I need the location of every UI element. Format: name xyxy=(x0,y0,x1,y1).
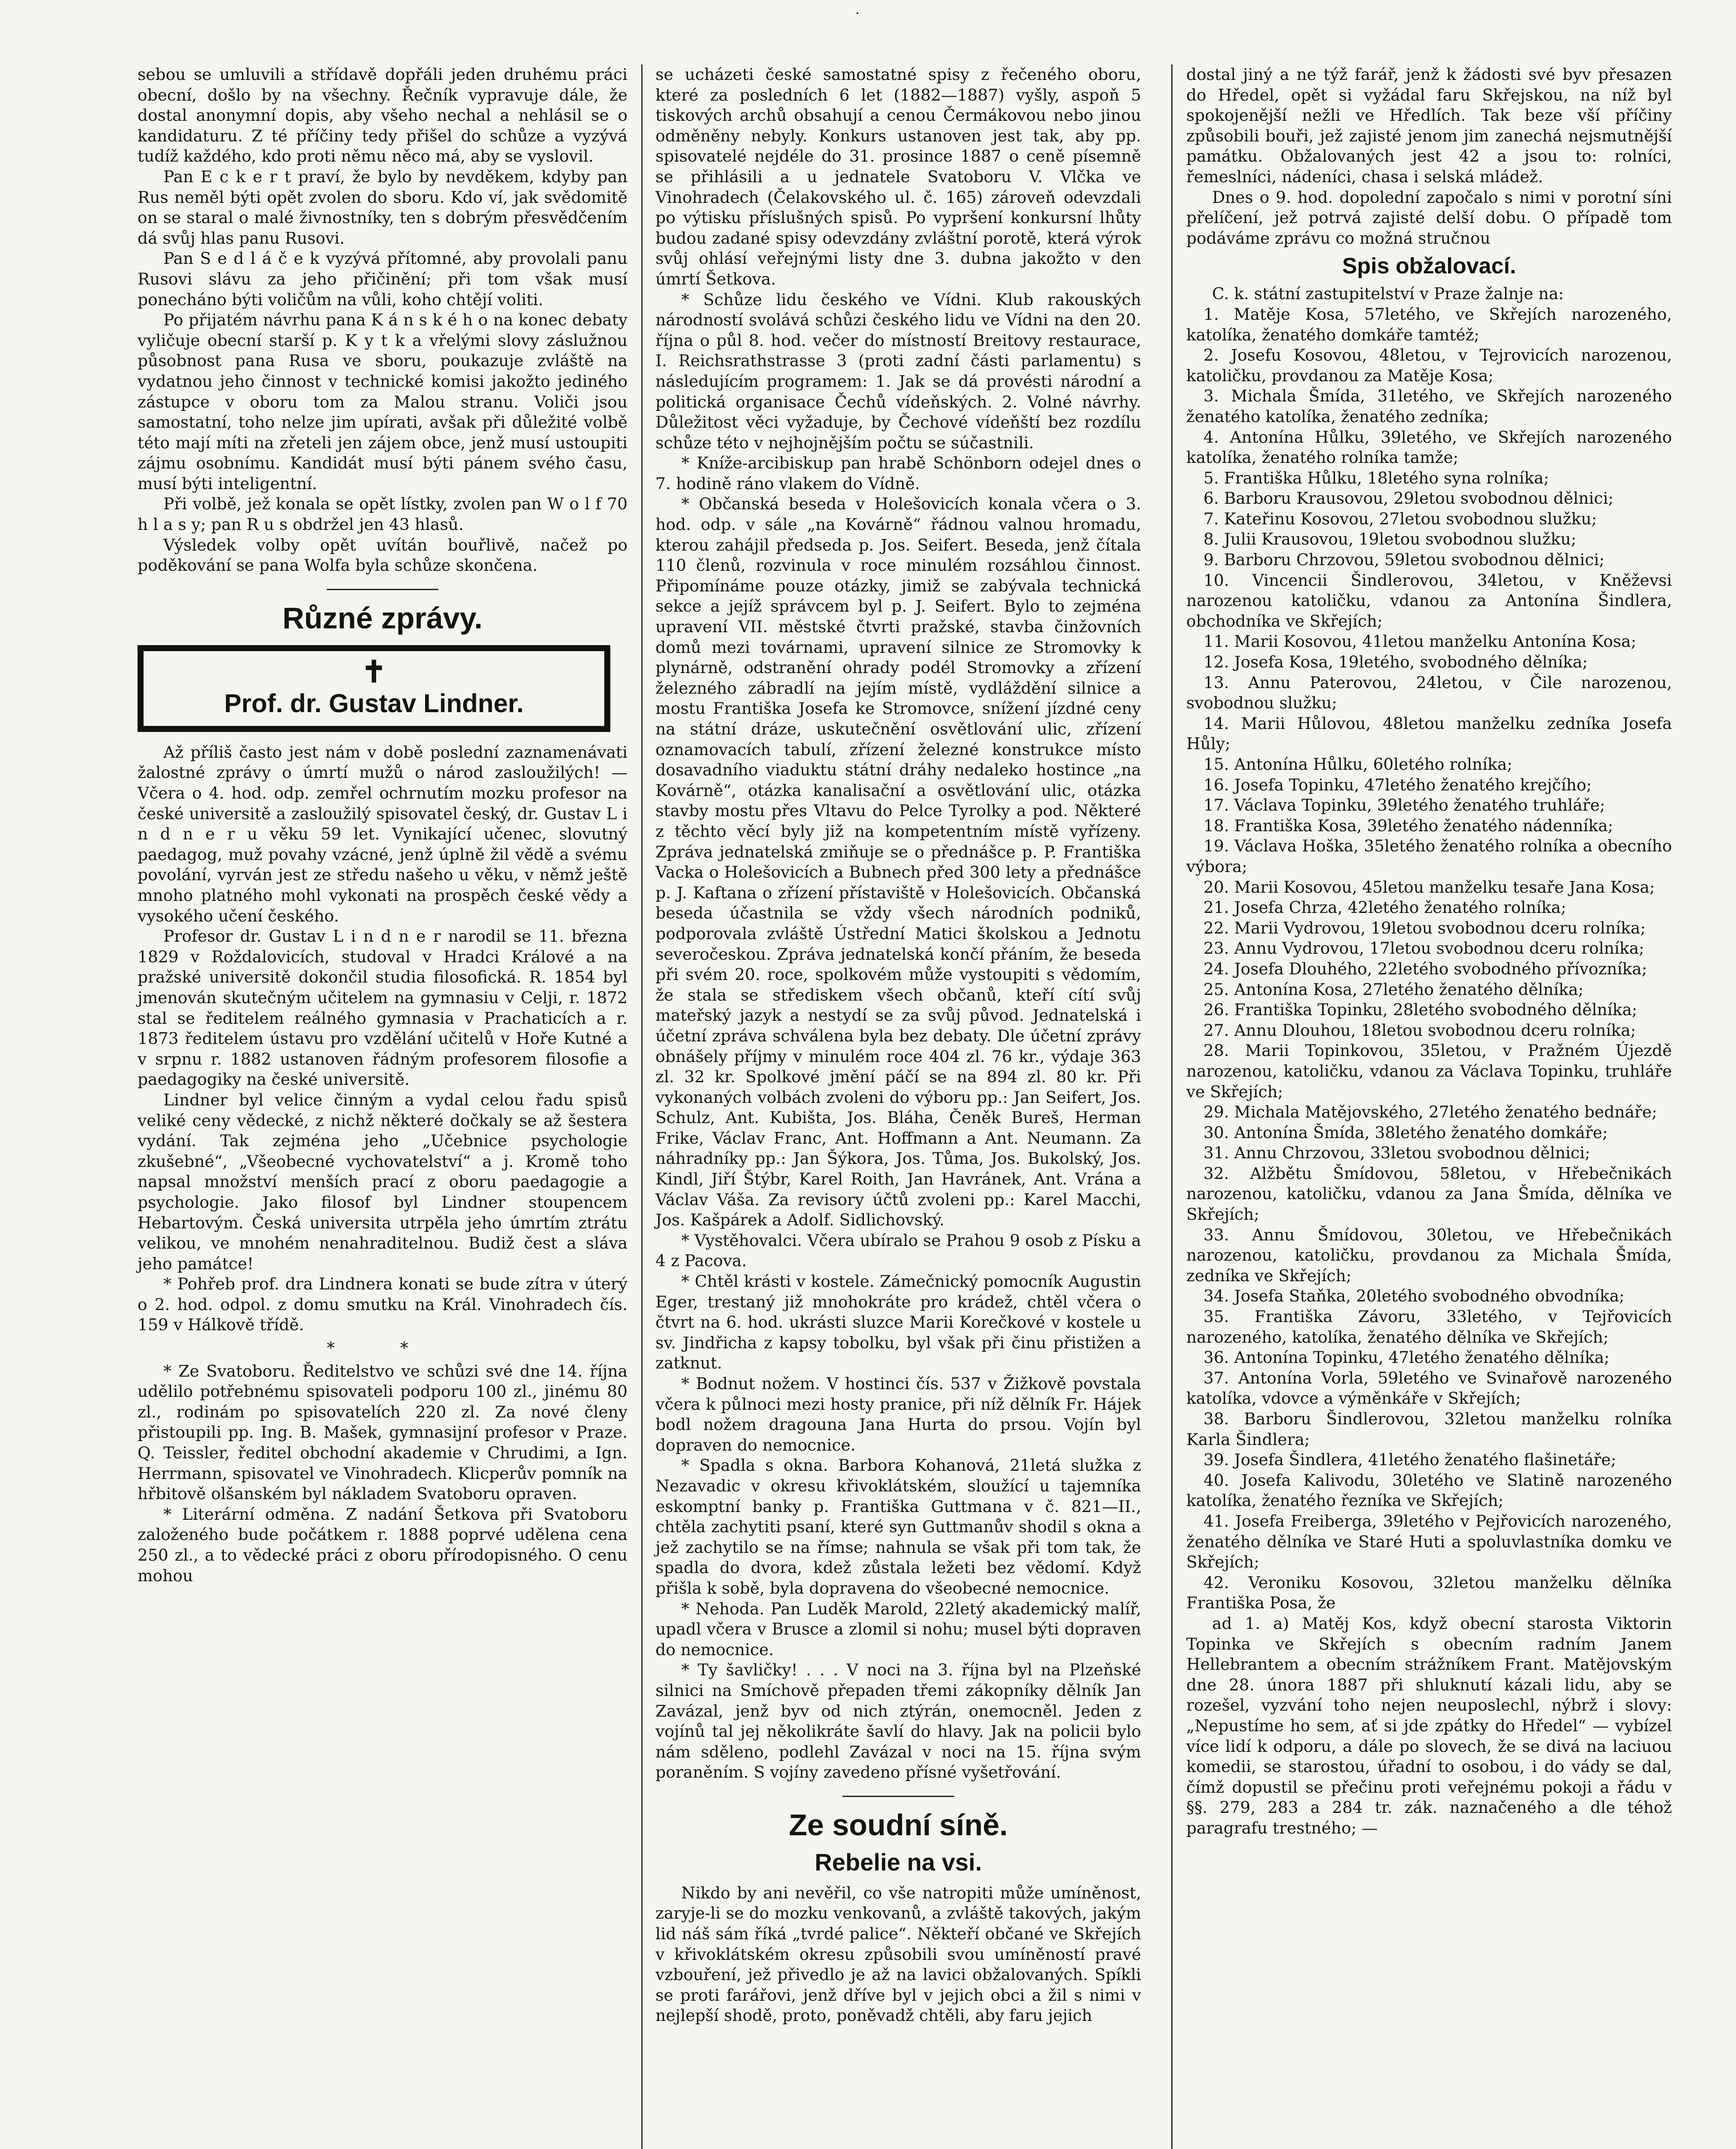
defendant-item: 2. Josefu Kosovou, 48letou, v Tejrovicích narozenou, katoličku, provdanou za Matěje Kosa; xyxy=(1186,346,1672,385)
column-rule-1 xyxy=(641,64,643,2149)
defendant-item: 25. Antonína Kosa, 27letého ženatého dělníka; xyxy=(1203,980,1584,999)
defendant-item: 9. Barboru Chrzovou, 59letou svobodnou dělnici; xyxy=(1203,550,1604,569)
defendant-item: 8. Julii Krausovou, 19letou svobodnou služku; xyxy=(1203,530,1577,549)
article-paragraph: Až příliš často jest nám v době poslední zaznamenávati žalostné zprávy o úmrtí mužů o národ zasloužilých! — Včera o 4. hod. odp. zemřel ochrnutím mozku profesor na české universitě a zasloužilý spisovatel český, dr. Gustav L i n d n e r u věku 59 let. Vynikající učenec, slovutný paedagog, muž povahy vzácné, jenž úplně žil vědě a svému povolání, vyrván jest ze středu našeho u věku, v němž ještě mnoho platného mohl vykonati na prospěch české vědy a vysokého učení českého. xyxy=(138,742,628,925)
news-item-kradez: * Chtěl krásti v kostele. Zámečnický pomocník Augustin Eger, trestaný již mnohokráte pro krádež, chtěl včera o čtvrt na 6. hod. ukrásti sluzce Marii Korečkové v kostele u sv. Jindřicha z kapsy tobolku, byl však při činu přistižen a zatknut. xyxy=(655,1272,1141,1373)
defendant-item: 18. Františka Kosa, 39letého ženatého nádenníka; xyxy=(1203,816,1614,835)
article-paragraph: Dnes o 9. hod. dopolední započalo s nimi v porotní síni přelíčení, jež potrvá zajisté delší dobu. O případě tom podáváme zprávu co možná stručnou xyxy=(1186,187,1672,248)
section-title-soudni-sin: Ze soudní síně. xyxy=(789,1808,1008,1842)
article-paragraph: sebou se umluvili a střídavě dopřáli jeden druhému práci obecní, došlo by na všechny. Řečník vypravuje dále, že dostal anonymní dopis, aby všeho nechal a nehlásil se o kandidaturu. Z té příčiny tedy přišel do schůze a vyzývá tudíž každého, kdo proti němu něco má, aby se vyslovil. xyxy=(138,65,628,166)
column-2 xyxy=(655,64,1141,2026)
defendant-item: 30. Antonína Šmída, 38letého ženatého domkáře; xyxy=(1203,1123,1608,1142)
defendant-item: 1. Matěje Kosa, 57letého, ve Skřejích narozeného, katolíka, ženatého domkáře tamtéž; xyxy=(1186,304,1672,344)
defendant-item: 15. Antonína Hůlku, 60letého rolníka; xyxy=(1203,755,1512,774)
defendant-item: 35. Františka Závoru, 33letého, v Tejřovicích narozeného, katolíka, ženatého dělníka ve Skřejích; xyxy=(1186,1307,1672,1347)
news-item-arcibiskup: * Kníže-arcibiskup pan hrabě Schönborn odejel dnes o 7. hodině ráno vlakem do Vídně. xyxy=(655,453,1141,493)
defendant-item: 39. Josefa Šindlera, 41letého ženatého flašinetáře; xyxy=(1203,1450,1617,1469)
article-title-rebelie: Rebelie na vsi. xyxy=(814,1848,982,1876)
defendant-item: 24. Josefa Dlouhého, 22letého svobodného přívozníka; xyxy=(1203,959,1647,978)
obituary-name: Prof. dr. Gustav Lindner. xyxy=(224,689,524,718)
indictment-closing: ad 1. a) Matěj Kos, když obecní starosta Viktorin Topinka ve Skřejích s obecním radním Janem Hellebrantem a obecním strážníkem Frant. Matějovským dne 28. února 1887 při shluknutí kázali lidu, aby se rozešel, vyzvání toho nejen neuposlechl, nýbrž i slovy: „Nepustíme ho sem, ať si jde zpátky do Hředel“ — vybízel více lidí k odporu, a dále po slovech, že se divá na laciuou komedii, se starostou, úřadní to osobou, i do vády se dal, čímž dopustil se přečinu proti veřejnému pokoji a řádu v §§. 279, 283 a 284 tr. zák. naznačeného a dle téhož paragrafu trestného; — xyxy=(1186,1613,1672,1837)
news-item-svatobor: * Ze Svatoboru. Ředitelstvo ve schůzi své dne 14. října udělilo potřebnému spisovateli podporu 100 zl., jinému 80 zl., rodinám po spisovatelích 220 zl. Za nové členy přistoupili pp. Ing. B. Mašek, gymnasijní profesor v Praze. Q. Teissler, ředitel obchodní akademie v Chrudimi, a Ign. Herrmann, spisovatel ve Vinohradech. Klicperův pomník na hřbitově olšanském byl nákladem Svatoboru opraven. xyxy=(138,1361,628,1503)
defendant-item: 38. Barboru Šindlerovou, 32letou manželku rolníka Karla Šindlera; xyxy=(1186,1409,1672,1449)
obituary-box xyxy=(138,645,610,732)
article-paragraph: Nikdo by ani nevěřil, co vše natropiti může umíněnost, zaryje-li se do mozku venkovanů, a zvláště takových, jakým lid náš sám říká „tvrdé palice“. Někteří občané ve Skřejích v křivoklátském okresu způsobili svou umíněností pravé vzbouření, jež přivedlo je až na lavici obžalovaných. Spíkli se proti farářovi, jenž dříve byl v jejich obci a žil s nimi v nejlepší shodě, proto, poněvadž chtěli, aby faru jejich xyxy=(655,1883,1141,2025)
news-item-obcanska-beseda: * Občanská beseda v Holešovicích konala včera o 3. hod. odp. v sále „na Kovárně“ řádnou valnou hromadu, kterou zahájil předseda p. Jos. Seifert. Beseda, jenž čítala 110 členů, rozvinula v roce minulém rozsáhlou činnost. Připomínáme pouze otázky, jimiž se zabývala technická sekce a jejíž správcem byl p. J. Seifert. Bylo to zejména upravení VII. městské čtvrti pražské, stavba činžovních domů mezi továrnami, upravení silnice ze Stromovky k plynárně, odstranění ohrady podél Stromovky a zřízení železného zábradlí na jejím místě, vydláždění silnice a mostu Františka Josefa ke Stromovce, snížení jízdné ceny na státní dráze, uskutečnění osvětlování ulic, zřízení oznamovacích tabulí, zřízení železné konstrukce místo dosavadního viaduktu státní dráhy nedaleko hostince „na Kovárně“, otázka kanalisační a osvětlování ulic, otázka stavby mostu přes Vltavu do Pelce Tyrolky a pod. Některé z těchto věcí byly již na kompetentním místě vyřízeny. Zpráva jednatelská zmiňuje se o přednášce p. P. Františka Vacka o Holešovicích a Bubnech před 300 lety a přednášce p. J. Kaftana o zřízení přístaviště v Holešovicích. Občanská beseda účastnila se vždy všech národních podniků, podporovala zvláště Ústřední Matici školskou a Jednotu severočeskou. Zpráva jednatelská končí přáním, že beseda při svém 20. roce, spolkovém může vystoupiti s vědomím, že stala se střediskem všech občanů, kteří cítí svůj mateřský jazyk a nestydí se za svůj původ. Jednatelská i účetní zpráva schválena byla bez debaty. Dle účetní zprávy obnášely příjmy v minulém roce 404 zl. 76 kr., výdaje 363 zl. 32 kr. Spolkové jmění páčí se na 894 zl. 80 kr. Při vykonaných volbách zvoleni do výboru pp.: Jan Seifert, Jos. Schulz, Ant. Kubišta, Jos. Bláha, Čeněk Bureš, Herman Frike, Václav Franc, Ant. Hoffmann a Ant. Neumann. Za náhradníky pp.: Jan Šýkora, Jos. Tůma, Jos. Bukolský, Jos. Kindl, Jiří Štýbr, Karel Roith, Jan Havránek, Ant. Vrána a Václav Váša. Za revisory účtů zvoleni pp.: Karel Macchi, Jos. Kašpárek a Adolf. Sidlichovský. xyxy=(655,494,1141,1230)
cross-icon: ✝ xyxy=(361,653,387,689)
defendant-item: 17. Václava Topinku, 39letého ženatého truhláře; xyxy=(1203,796,1605,815)
defendant-item: 33. Annu Šmídovou, 30letou, ve Hřebečnikách narozenou, katoličku, provdanou za Michala Šmída, zedníka ve Skřejích; xyxy=(1186,1225,1672,1285)
article-paragraph: Po přijatém návrhu pana K á n s k é h o na konec debaty vyličuje obecní starší p. K y t k a vřelými slovy záslužnou působnost pana Rusa ve sboru, poukazuje zvláště na vydatnou jeho činnost v technické komisi jakožto jediného zástupce v oboru tom za Malou stranu. Voliči jsou samostatní, toho nelze jim upírati, avšak při důležité volbě této mají míti na zřeteli jen zájem obce, jenž musí ustoupiti zájmu osobnímu. Kandidát musí býti pánem svého času, musí býti inteligentní. xyxy=(138,310,628,493)
column-rule-2 xyxy=(1171,64,1173,2149)
defendant-item: 27. Annu Dlouhou, 18letou svobodnou dceru rolníka; xyxy=(1203,1020,1636,1040)
defendant-item: 14. Marii Hůlovou, 48letou manželku zedníka Josefa Hůly; xyxy=(1186,713,1672,753)
defendant-item: 21. Josefa Chrza, 42letého ženatého rolníka; xyxy=(1203,898,1567,917)
defendant-item: 10. Vincencii Šindlerovou, 34letou, v Kněževsi narozenou katoličku, vdanou za Antonína Šindlera, obchodníka ve Skřejích; xyxy=(1186,570,1672,631)
defendant-item: 41. Josefa Freiberga, 39letého v Pejřovicích narozeného, ženatého dělníka ve Staré Huti a spoluvlastníka domku ve Skřejích; xyxy=(1186,1511,1672,1572)
defendant-item: 20. Marii Kosovou, 45letou manželku tesaře Jana Kosa; xyxy=(1203,877,1655,897)
section-divider xyxy=(327,589,438,590)
article-paragraph: Pan E c k e r t praví, že bylo by nevděkem, kdyby pan Rus neměl býti opět zvolen do sboru. Kdo ví, jak svědomitě on se staral o malé živnostníky, ten s dobrým přesvědčením dá svůj hlas panu Rusovi. xyxy=(138,167,628,248)
defendant-item: 42. Veroniku Kosovou, 32letou manželku dělníka Františka Posa, že xyxy=(1186,1573,1672,1613)
article-paragraph: se ucházeti české samostatné spisy z řečeného oboru, které za posledních 6 let (1882—1887) vyšly, aspoň 5 tiskových archů obsahují a cenou Čermákovou nebo jinou odměněny nebyly. Konkurs ustanoven jest tak, aby pp. spisovatelé nejdéle do 31. prosince 1887 o ceně písemně se přihlásili a u jednatele Svatoboru V. Vlčka ve Vinohradech (Čelakovského ul. č. 165) zároveň odevzdali po výtisku příslušných spisů. Po vypršení konkursní lhůty budou zadané spisy odevzdány zvláštní porotě, která výrok svůj ohlásí veřejnými listy dne 3. dubna jakožto v den úmrtí Šetkova. xyxy=(655,65,1141,288)
defendant-item: 40. Josefa Kalivodu, 30letého ve Slatině narozeného katolíka, ženatého řezníka ve Skřejích; xyxy=(1186,1470,1672,1510)
column-1 xyxy=(138,64,628,1586)
article-paragraph: Lindner byl velice činným a vydal celou řadu spisů veliké ceny vědecké, z nichž některé dočkaly se až šestera vydání. Tak zejména jeho „Učebnice psychologie zkušebné“, „Všeobecné vychovatelství“ a j. Kromě toho napsal množství menších prací z oboru paedagogie a psychologie. Jako filosof byl Lindner stoupencem Hebartovým. Česká universita utrpěla jeho úmrtím ztrátu velikou, ve mnohém nenahraditelnou. Budiž čest a sláva jeho památce! xyxy=(138,1090,628,1273)
news-item-nehoda: * Nehoda. Pan Luděk Marold, 22letý akademický malíř, upadl včera v Brusce a zlomil si nohu; musel býti dopraven do nemocnice. xyxy=(655,1599,1141,1659)
article-paragraph: Profesor dr. Gustav L i n d n e r narodil se 11. března 1829 v Roždalovicích, studoval v Hradci Králové a na pražské universitě dokončil studia filosofická. R. 1854 byl jmenován skutečným učitelem na gymnasiu v Celji, r. 1872 stal se ředitelem reálného gymnasia v Prachaticích a r. 1873 ředitelem ústavu pro vzdělání učitelů v Hoře Kutné a v srpnu r. 1882 ustanoven řádným profesorem filosofie a paedagogiky na české universitě. xyxy=(138,927,628,1089)
defendant-item: 29. Michala Matějovského, 27letého ženatého bednáře; xyxy=(1203,1102,1657,1122)
section-divider xyxy=(842,1796,954,1797)
defendant-item: 32. Alžbětu Šmídovou, 58letou, v Hřebečnikách narozenou, katoličku, vdanou za Jana Šmída, dělníka ve Skřejích; xyxy=(1186,1163,1672,1224)
article-paragraph: Při volbě, jež konala se opět lístky, zvolen pan W o l f 70 h l a s y; pan R u s obdržel jen 43 hlasů. xyxy=(138,494,628,534)
defendant-item: 34. Josefa Staňka, 20letého svobodného obvodníka; xyxy=(1203,1286,1625,1306)
defendant-item: 4. Antonína Hůlku, 39letého, ve Skřejích narozeného katolíka, ženatého rolníka tamže; xyxy=(1186,427,1672,467)
news-item-savlicky: * Ty šavličky! . . . V noci na 3. října byl na Plzeňské silnici na Smíchově přepaden třemi zákopníky dělník Jan Zavázal, jenž byv od nich ztýrán, onemocněl. Jeden z vojínů tal jej několikráte šavlí do hlavy. Jak na policii bylo nám sděleno, podlehl Zavázal v noci na 15. října svým poraněním. S vojíny zavedeno přísné vyšetřování. xyxy=(655,1660,1141,1782)
column-3 xyxy=(1186,64,1672,1838)
separator-stars: * * xyxy=(327,1338,438,1358)
defendant-item: 26. Františka Topinku, 28letého svobodného dělníka; xyxy=(1203,1000,1638,1019)
article-paragraph: dostal jiný a ne týž farář, jenž k žádosti své byv přesazen do Hředel, opět si vyžádal faru Skřejskou, na níž byl spokojenější nežli ve Hředlích. Tak beze vší příčiny způsobili bouři, jež zajisté jenom jim zanechá nejsmutnější památku. Obžalovaných jest 42 a jsou to: rolníci, řemeslníci, nádeníci, chasa i selská mládež. xyxy=(1186,65,1672,186)
defendant-item: 5. Františka Hůlku, 18letého syna rolníka; xyxy=(1203,468,1549,487)
article-paragraph: Pan S e d l á č e k vyzývá přítomné, aby provolali panu Rusovi slávu za jeho přičinění; při tom však musí ponecháno býti voličům na vůli, koho chtějí voliti. xyxy=(138,249,628,309)
defendant-item: 12. Josefa Kosa, 19letého, svobodného dělníka; xyxy=(1203,652,1588,672)
defendant-item: 22. Marii Vydrovou, 19letou svobodnou dceru rolníka; xyxy=(1203,918,1646,937)
article-paragraph: Výsledek volby opět uvítán bouřlivě, načež po poděkování se pana Wolfa byla schůze skončena. xyxy=(138,535,628,575)
section-title-ruzne-zpravy: Různé zprávy. xyxy=(282,601,483,635)
news-item-spadla: * Spadla s okna. Barbora Kohanová, 21letá služka z Nezavadic v okresu křivoklátském, sloužící u tajemníka eskomptní banky p. Františka Guttmana v č. 821—II., chtěla zachytiti psaní, které syn Guttmanův shodil s okna a jež zachytilo se na římse; nahnula se však při tom tak, že spadla do dvora, kdež zůstala ležeti bez vědomí. Když přišla k sobě, byla dopravena do všeobecné nemocnice. xyxy=(655,1456,1141,1598)
heading-spis-obzalovaci: Spis obžalovací. xyxy=(1342,254,1516,279)
news-item-literarni-odmena: * Literární odměna. Z nadání Šetkova při Svatoboru založeného bude počátkem r. 1888 poprvé udělena cena 250 zl., a to vědecké práci z oboru přírodopisného. O cenu mohou xyxy=(138,1504,628,1585)
defendant-item: 3. Michala Šmída, 31letého, ve Skřejích narozeného ženatého katolíka, ženatého zedníka; xyxy=(1186,386,1672,426)
news-item-bodnut: * Bodnut nožem. V hostinci čís. 537 v Žižkově povstala včera k půlnoci mezi hosty pranice, při níž dělník Fr. Hájek bodl nožem dragouna Jana Hurta do prsou. Vojín byl dopraven do nemocnice. xyxy=(655,1374,1141,1454)
defendant-item: 36. Antonína Topinku, 47letého ženatého dělníka; xyxy=(1203,1348,1610,1367)
defendant-item: 13. Annu Paterovou, 24letou, v Čile narozenou, svobodnou služku; xyxy=(1186,673,1672,713)
defendant-item: 23. Annu Vydrovou, 17letou svobodnou dceru rolníka; xyxy=(1203,939,1644,958)
defendant-item: 37. Antonína Vorla, 59letého ve Svinařově narozeného katolíka, vdovce a výměnkáře v Skřejích; xyxy=(1186,1368,1672,1408)
defendant-item: 7. Kateřinu Kosovou, 27letou svobodnou služku; xyxy=(1203,509,1597,528)
defendant-item: 19. Václava Hoška, 35letého ženatého rolníka a obecního výbora; xyxy=(1186,836,1672,876)
defendant-list xyxy=(1186,304,1672,1613)
defendant-item: 31. Annu Chrzovou, 33letou svobodnou dělnici; xyxy=(1203,1143,1590,1163)
indictment-intro: C. k. státní zastupitelství v Praze žalnje na: xyxy=(1212,284,1564,303)
defendant-item: 16. Josefa Topinku, 47letého ženatého krejčího; xyxy=(1203,775,1592,794)
defendant-item: 28. Marii Topinkovou, 35letou, v Pražném Újezdě narozenou, katoličku, vdanou za Václava Topinku, truhláře ve Skřejích; xyxy=(1186,1041,1672,1101)
news-item-vystehovalci: * Vystěhovalci. Včera ubíralo se Prahou 9 osob z Písku a 4 z Pacova. xyxy=(655,1231,1141,1270)
news-item-schuze-lidu: * Schůze lidu českého ve Vídni. Klub rakouských národností svolává schůzi českého lidu ve Vídni na den 20. října o půl 8. hod. večer do místností Breitovy restaurace, I. Reichsrathstrasse 3 (proti zadní části parlamentu) s následujícím programem: 1. Jak se dá provésti národní a politická organisace Čechů vídeňských. 2. Volné návrhy. Důležitost věci vyžaduje, by Čechové vídeňští bez rozdílu schůze této v nejhojnějším počtu se súčastnili. xyxy=(655,290,1141,452)
news-item-pohreb: * Pohřeb prof. dra Lindnera konati se bude zítra v úterý o 2. hod. odpol. z domu smutku na Král. Vinohradech čís. 159 v Hálkově třídě. xyxy=(138,1274,628,1335)
defendant-item: 6. Barboru Krausovou, 29letou svobodnou dělnici; xyxy=(1203,489,1614,508)
page-mark: · xyxy=(855,6,860,21)
defendant-item: 11. Marii Kosovou, 41letou manželku Antonína Kosa; xyxy=(1203,632,1637,651)
